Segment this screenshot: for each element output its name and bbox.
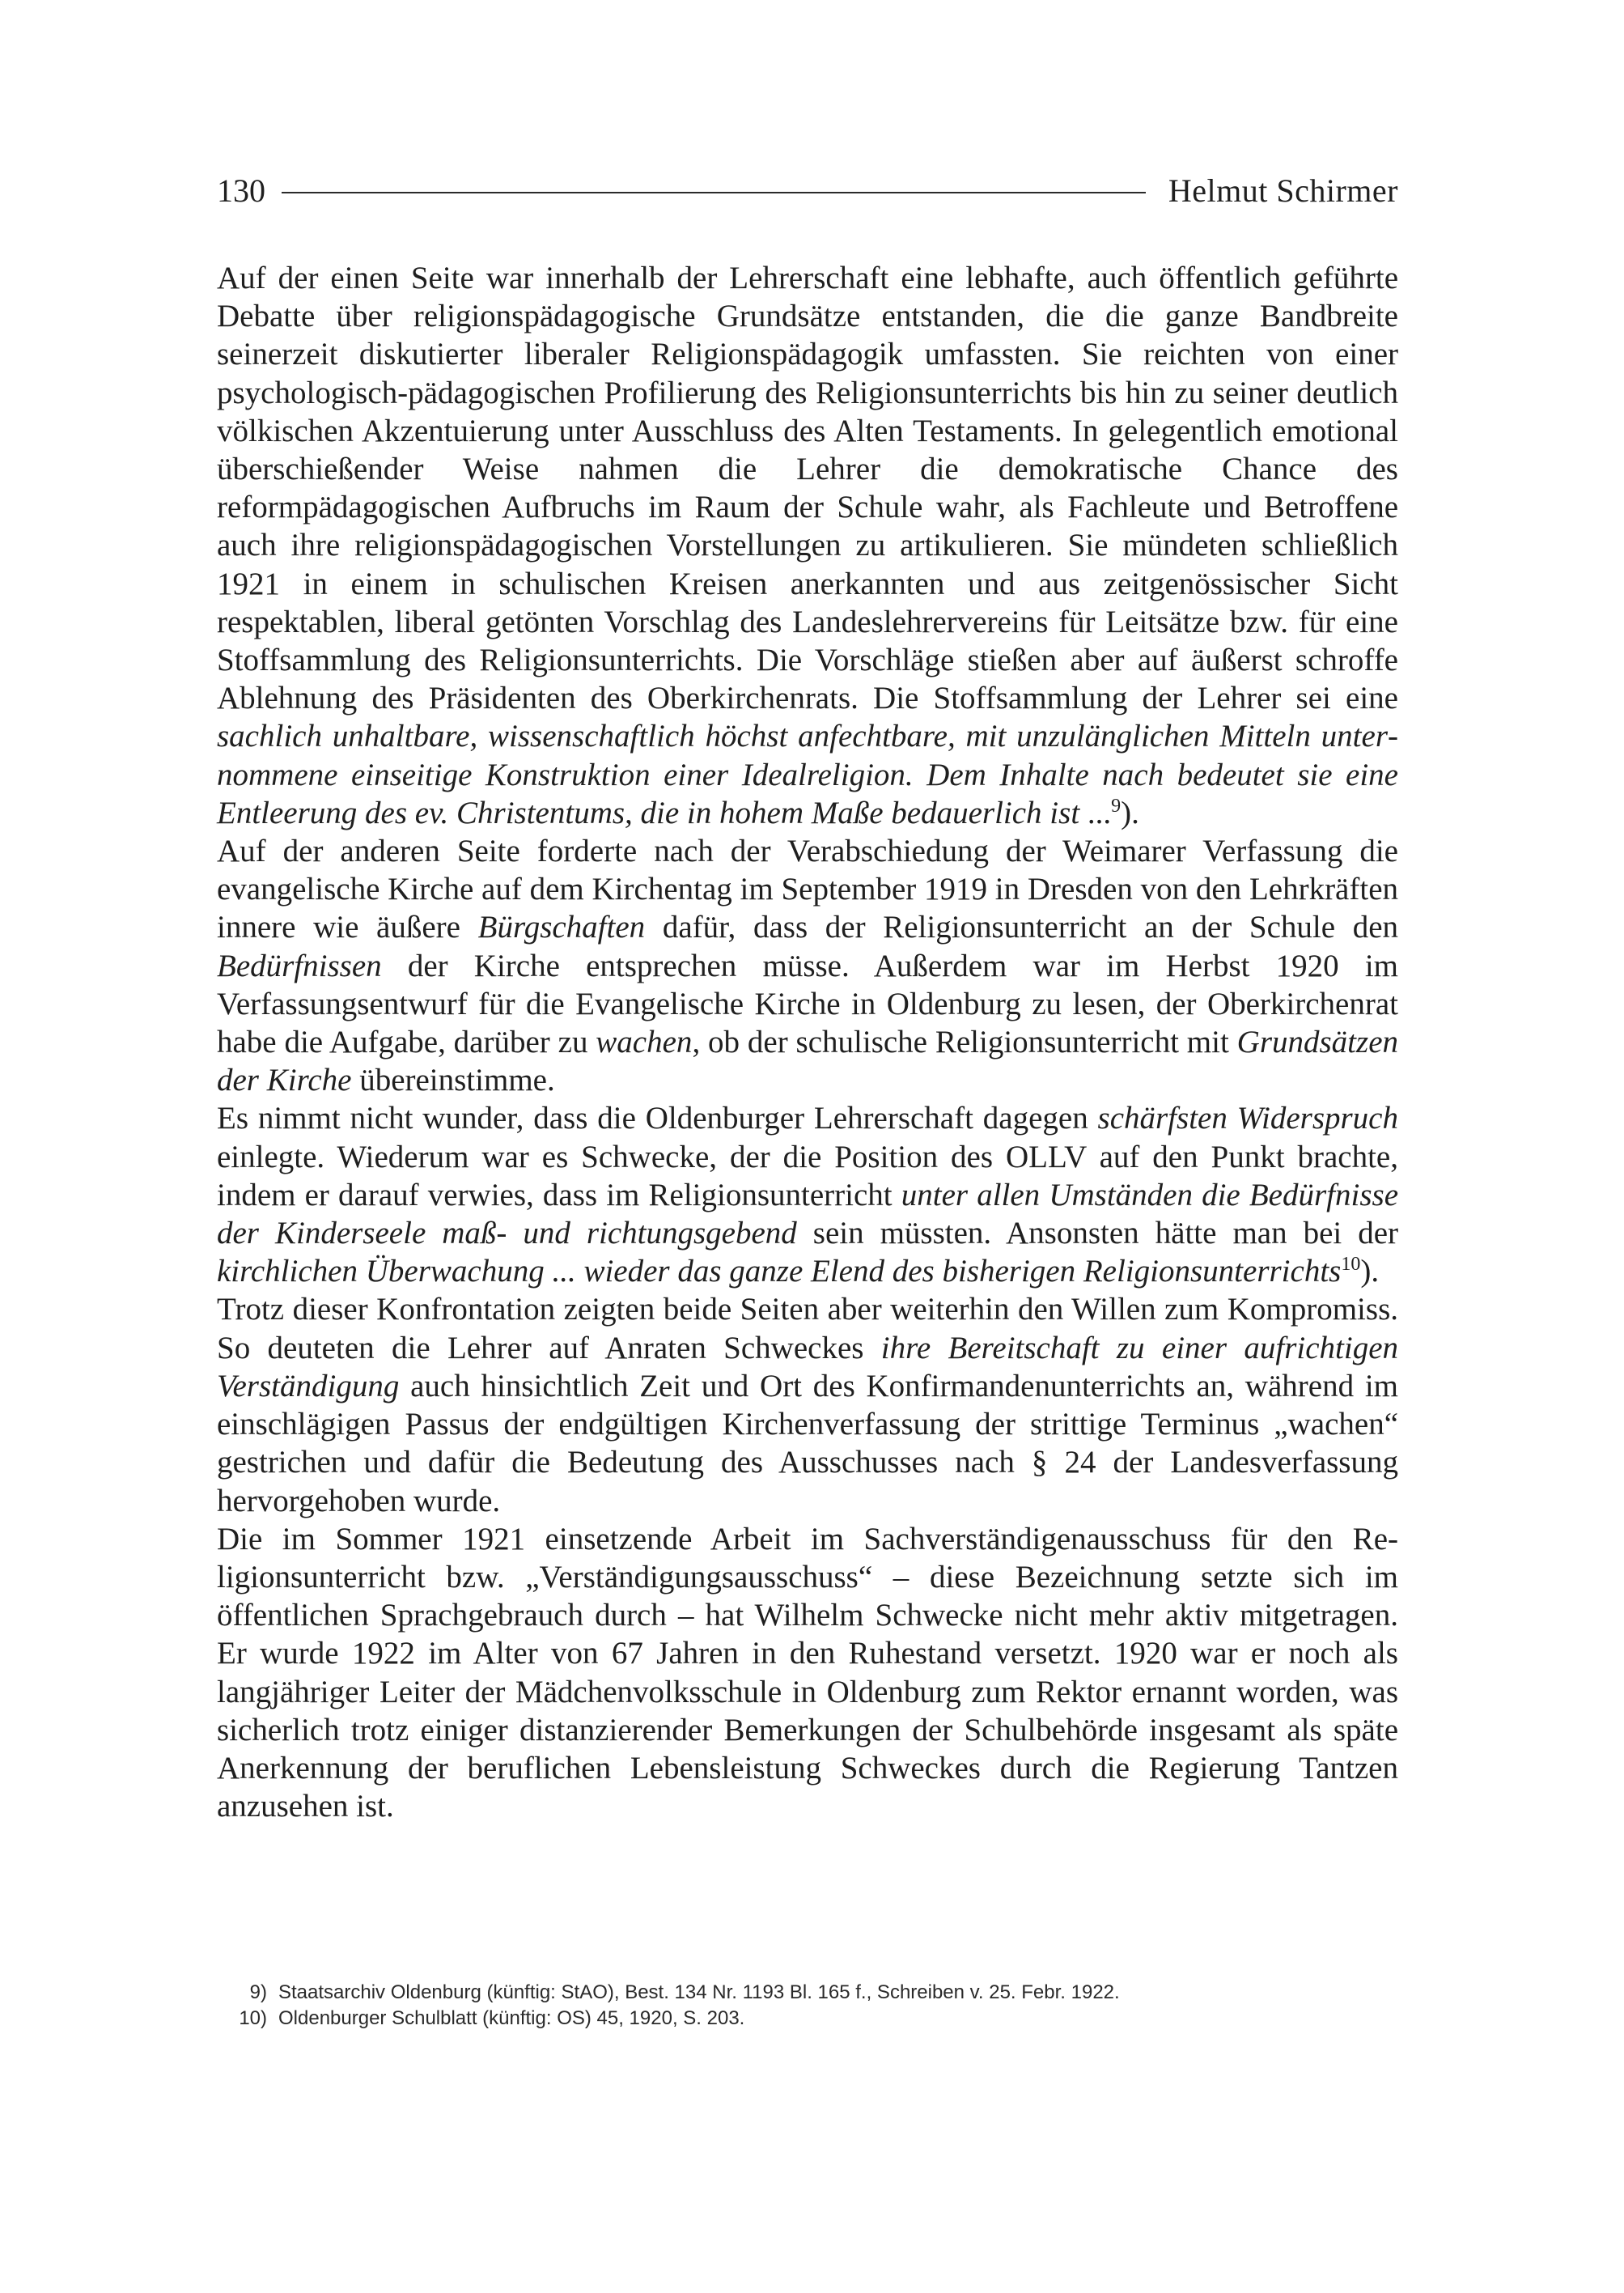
paragraph-1 bbox=[217, 259, 1398, 832]
italic-quote: Grundsätzen der Kirche bbox=[217, 1025, 1398, 1098]
italic-quote: sachlich unhaltbare, wissenschaftlich höchst anfechtbare, mit unzulänglichen Mitteln unternommene einseitige Konstruktion einer Idealreligion. Dem Inhalte nach bedeutet sie eine Entleerung des ev. Christentums, die in hohem Maße bedauerlich ist bbox=[217, 719, 1398, 830]
italic-quote: unter allen Umständen die Bedürfnisse der Kinderseele maß- und richtungsgebend bbox=[217, 1177, 1399, 1251]
paragraph-text: einlegte. Wiederum war es Schwecke, der die Position des OLLV auf den Punkt brachte, indem er darauf verwies, dass im Religionsunterricht bbox=[217, 1139, 1398, 1212]
footnote-ref-10[interactable]: 10 bbox=[1341, 1254, 1361, 1276]
footnote-10 bbox=[217, 2006, 1398, 2032]
paragraph-text: Die im Sommer 1921 einsetzende Arbeit im Sachverständigenausschuss für den Religionsunterricht bzw. „Verständigungsausschuss“ – diese Bezeichnung setzte sich im öffentlichen Sprachgebrauch durch – hat Wilhelm Schwecke nicht mehr aktiv mitgetragen. Er wurde 1922 im Alter von 67 Jahren in den Ruhestand versetzt. 1920 war er noch als langjähriger Leiter der Mädchenvolksschule in Oldenburg zum Rektor ernannt worden, was sicherlich trotz einiger distanzierender Bemerkungen der Schulbehörde insgesamt als späte Anerkennung der beruflichen Lebensleistung Schweckes durch die Regierung Tantzen anzusehen ist. bbox=[217, 1521, 1398, 1824]
italic-quote: kirchlichen Überwachung ... wieder das ganze Elend des bisherigen Religionsunterrichts bbox=[217, 1254, 1342, 1289]
italic-quote: Bedürfnissen bbox=[217, 948, 382, 983]
footnote-ref-9[interactable]: 9 bbox=[1111, 795, 1122, 817]
body-text bbox=[217, 259, 1398, 1825]
paragraph-text: dafür, dass der Religionsunterricht an der Schule den bbox=[645, 910, 1399, 945]
italic-quote: ihre Bereitschaft zu einer aufrichtigen Verständigung bbox=[217, 1330, 1398, 1403]
paragraph-4 bbox=[217, 1290, 1398, 1519]
italic-quote: wachen bbox=[596, 1025, 693, 1060]
paragraph-text: ... bbox=[1079, 795, 1112, 830]
paragraph-3 bbox=[217, 1099, 1398, 1290]
paragraph-text: Trotz dieser Konfrontation zeigten beide Seiten aber weiterhin den Willen zum Kompromiss. So deuteten die Lehrer auf Anraten Schweckes bbox=[217, 1292, 1398, 1365]
running-head-author: Helmut Schirmer bbox=[1168, 172, 1398, 209]
paragraph-text: auch hinsichtlich Zeit und Ort des Konfirmandenunterrichts an, während im einschlägigen Passus der endgültigen Kirchenverfassung der strittige Terminus „wachen“ gestrichen und dafür die Bedeutung des Ausschusses nach § 24 der Landesverfassung hervorgehoben wurde. bbox=[217, 1368, 1398, 1518]
italic-quote: Bürgschaften bbox=[477, 910, 646, 945]
paragraph-text: , ob der schulische Religionsunterricht mit bbox=[692, 1025, 1237, 1060]
paragraph-text: Auf der einen Seite war innerhalb der Lehrerschaft eine lebhafte, auch öffentlich geführte Debatte über religionspädagogische Grundsätze entstanden, die die ganze Bandbreite seinerzeit diskutierter liberaler Religionspädagogik umfassten. Sie reichten von einer psychologisch-pädagogischen Profilierung des Religionsunterrichts bis hin zu seiner deutlich völkischen Akzentuierung unter Ausschluss des Alten Testaments. In gelegentlich emotional überschießender Weise nahmen die Lehrer die demokratische Chance des reformpädagogischen Aufbruchs im Raum der Schule wahr, als Fachleute und Betroffene auch ihre religionspädagogischen Vorstellungen zu artikulieren. Sie mündeten schließlich 1921 in einem in schulischen Kreisen anerkannten und aus zeitgenössischer Sicht respektablen, liberal getönten Vorschlag des Landeslehrervereins für Leitsätze bzw. für eine Stoffsammlung des Religionsunterrichts. Die Vorschläge stießen aber auf äußerst schroffe Ablehnung des Präsidenten des Oberkirchenrats. Die Stoffsammlung der Lehrer sei eine bbox=[217, 261, 1398, 716]
paragraph-text: übereinstimme. bbox=[351, 1063, 555, 1098]
italic-quote: schärfsten Widerspruch bbox=[1097, 1101, 1398, 1136]
paragraph-2 bbox=[217, 832, 1398, 1099]
footnote-number: 10) bbox=[239, 2007, 267, 2029]
paragraph-5 bbox=[217, 1520, 1398, 1826]
paragraph-text: ). bbox=[1360, 1254, 1380, 1289]
paragraph-text: sein müssten. Ansonsten hätte man bei der bbox=[796, 1216, 1398, 1251]
page-number: 130 bbox=[217, 172, 265, 209]
footnotes bbox=[217, 1980, 1398, 2032]
header-rule bbox=[282, 192, 1146, 193]
footnote-text: Staatsarchiv Oldenburg (künftig: StAO), Best. 134 Nr. 1193 Bl. 165 f., Schreiben v. 25. Febr. 1922. bbox=[278, 1981, 1120, 2003]
footnote-9 bbox=[217, 1980, 1398, 2006]
running-head bbox=[217, 167, 1398, 215]
paragraph-text: Es nimmt nicht wunder, dass die Oldenburger Lehrerschaft dagegen bbox=[217, 1101, 1098, 1136]
paragraph-text: Auf der anderen Seite forderte nach der Verabschiedung der Weimarer Verfassung die evangelische Kirche auf dem Kirchentag im September 1919 in Dresden von den Lehrkräften innere wie äußere bbox=[217, 834, 1398, 945]
footnote-text: Oldenburger Schulblatt (künftig: OS) 45, 1920, S. 203. bbox=[278, 2007, 745, 2029]
footnote-number: 9) bbox=[249, 1981, 267, 2003]
paragraph-text: der Kirche entsprechen müsse. Außerdem war im Herbst 1920 im Verfassungsentwurf für die Evangelische Kirche in Oldenburg zu lesen, der Oberkirchenrat habe die Aufgabe, darüber zu bbox=[217, 948, 1398, 1060]
paragraph-text: ). bbox=[1121, 795, 1139, 830]
